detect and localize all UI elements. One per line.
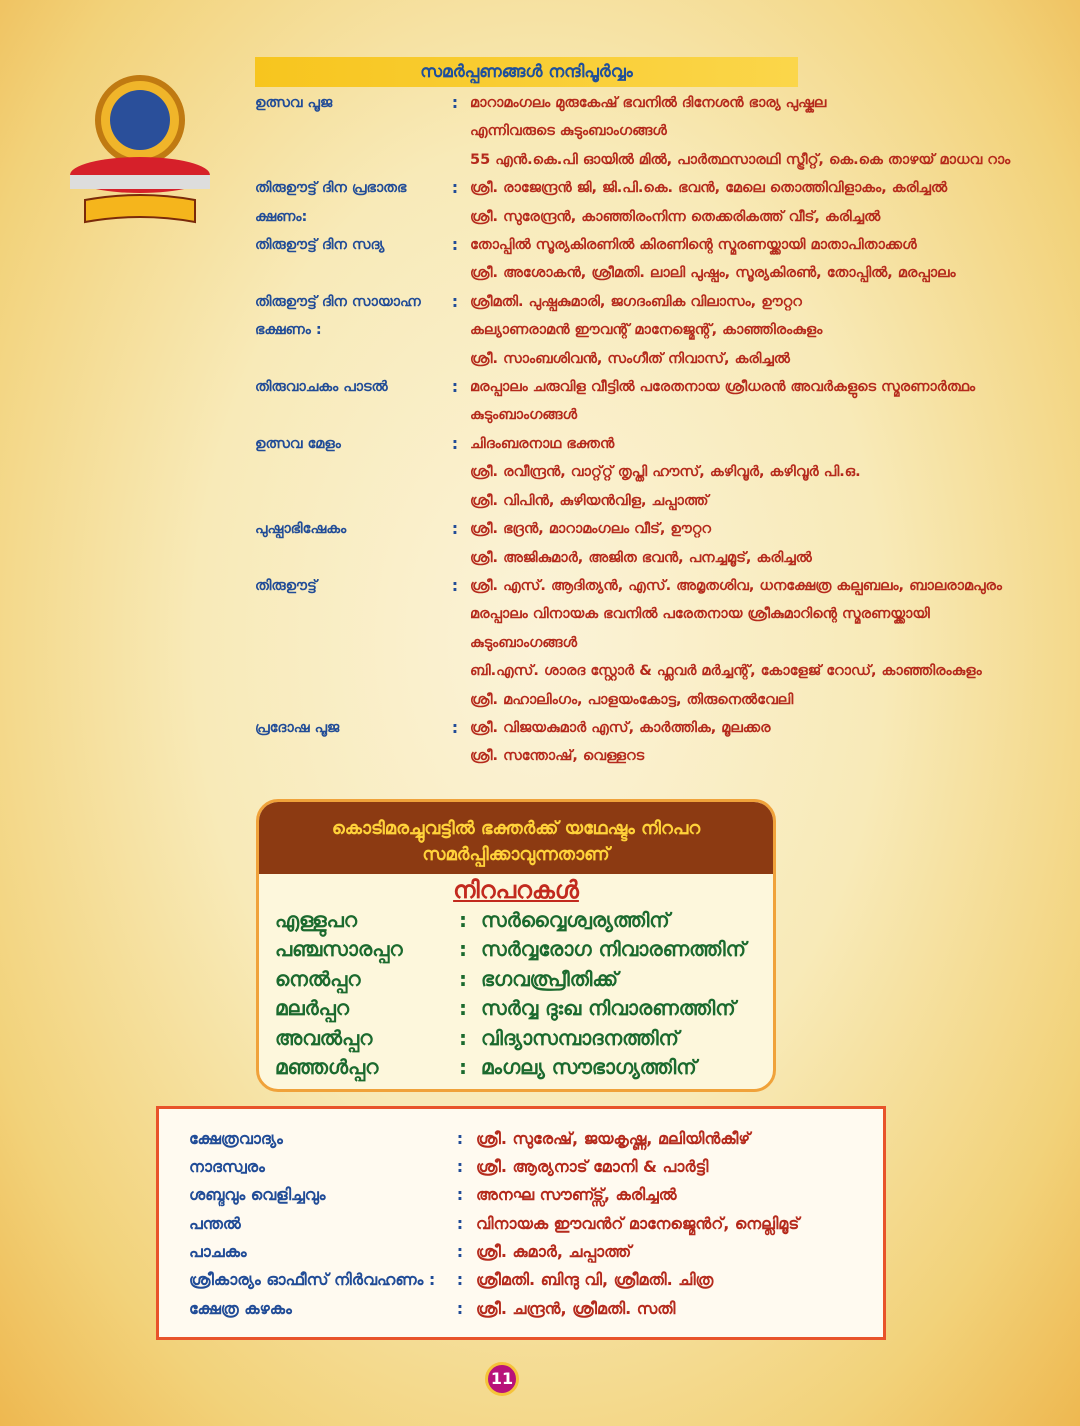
offering-row [255,288,1055,373]
nirapara-purpose: വിദ്യാസമ്പാദനത്തിന് [481,1025,679,1050]
nirapara-item [259,965,773,995]
offering-line: കുടുംബാംഗങ്ങൾ [470,634,578,651]
offering-line: ശ്രീ. രവീന്ദ്രൻ, വാറ്റ്റ്റ് തൃപ്തി ഹൗസ്, കഴിവൂർ, കഴിവൂർ പി.ഒ. [470,464,861,481]
services-list [189,1125,869,1323]
service-label: പാചകം [189,1241,247,1261]
services-box [156,1106,886,1340]
service-row [189,1153,869,1181]
offering-values [470,288,1055,373]
colon: : [451,93,459,112]
offering-line: മാറാമംഗലം മുരുകേഷ് ഭവനിൽ ദിനേശൻ ഭാര്യ പുഷ്കല [470,95,827,111]
offering-line: ശ്രീ. അജികുമാർ, അജിത ഭവൻ, പനച്ചമൂട്, കരിച്ചൽ [470,549,812,566]
colon: : [456,1298,464,1318]
nirapara-name: എള്ളുപറ [275,907,357,932]
temple-logo [45,50,245,230]
offering-label: തിരുഊട്ട് ദിന പ്രഭാതഭ ക്ഷണം: [255,180,407,225]
offering-label: തിരുഊട്ട് [255,577,317,594]
offering-values [470,89,1055,174]
colon: : [459,1055,467,1080]
colon: : [456,1213,464,1233]
offering-row [255,714,1055,771]
offering-line: മരപ്പാലം ചരുവിള വീട്ടിൽ പരേതനായ ശ്രീധരൻ അവർകളുടെ സ്മരണാർത്ഥം [470,379,976,396]
offering-label: തിരുവാചകം പാടൽ [255,379,388,396]
offering-label: പ്രദോഷ പൂജ [255,719,340,736]
page-number: 11 [485,1362,519,1396]
offering-line: 55 എൻ.കെ.പി ഓയിൽ മിൽ, പാർത്ഥസാരഥി സ്ട്രീറ്റ്, കെ.കെ താഴയ് മാധവ റാം [470,151,1011,168]
offering-line: ശ്രീ. രാജേന്ദ്രൻ ജി, ജി.പി.കെ. ഭവൻ, മേലെ തൊത്തിവിളാകം, കരിച്ചൽ [470,180,948,197]
offering-line: ശ്രീ. സാംബശിവൻ, സംഗീത് നിവാസ്, കരിച്ചൽ [470,350,790,367]
offering-line: ബി.എസ്. ശാരദ സ്റ്റോർ & ഫ്ലവർ മർച്ചന്റ്, കോളേജ് റോഡ്, കാഞ്ഞിരംകുളം [470,663,982,680]
nirapara-purpose: മംഗല്യ സൗഭാഗ്യത്തിന് [481,1055,697,1080]
service-label: ശബ്ദവും വെളിച്ചവും [189,1185,326,1205]
offering-line: കല്യാണരാമൻ ഈവന്റ് മാനേജ്മെന്റ്, കാഞ്ഞിരംകുളം [470,322,823,339]
colon: : [451,519,459,539]
offering-line: കുടുംബാംഗങ്ങൾ [470,407,578,424]
offering-line: ശ്രീ. വിപിൻ, കുഴിയൻവിള, ചപ്പാത്ത് [470,492,709,509]
offering-row [255,515,1055,572]
offering-row [255,231,1055,288]
service-value: ശ്രീമതി. ബിന്ദു വി, ശ്രീമതി. ചിത്ര [476,1270,714,1290]
offering-line: ശ്രീ. മഹാലിംഗം, പാളയംകോട്ട, തിരുനെൽവേലി [470,691,794,708]
offering-label: ഉത്സവ പൂജ [255,95,333,111]
offering-values [470,430,1055,515]
colon: : [451,291,459,311]
nirapara-purpose: സർവ്വരോഗ നിവാരണത്തിന് [481,937,746,962]
offering-line: ശ്രീ. സുരേന്ദ്രൻ, കാഞ്ഞിരംനിന്ന തെക്കരികത്ത് വീട്, കരിച്ചൽ [470,208,881,225]
colon: : [459,996,467,1021]
offering-line: ശ്രീ. സന്തോഷ്, വെള്ളറട [470,748,645,765]
offering-line: ശ്രീ. ഭദ്രൻ, മാറാമംഗലം വീട്, ഊറ്ററ [470,521,711,538]
nirapara-name: നെൽപ്പറ [275,966,361,991]
offering-values [470,373,1055,430]
offering-line: തോപ്പിൽ സൂര്യകിരണിൽ കിരണിന്റെ സ്മരണയ്ക്കായി മാതാപിതാക്കൾ [470,237,917,254]
nirapara-title: നിറപറകൾ [453,875,579,904]
colon: : [451,235,459,255]
service-value: വിനായക ഈവൻറ് മാനേജ്മെൻറ്, നെല്ലിമൂട് [476,1213,800,1233]
service-value: ശ്രീ. ആര്യനാട് മോനി & പാർട്ടി [476,1157,709,1177]
service-label: നാദസ്വരം [189,1157,265,1177]
offering-values [470,174,1055,231]
nirapara-item [259,994,773,1024]
offering-values [470,714,1055,771]
colon: : [456,1128,464,1148]
colon: : [456,1270,464,1290]
nirapara-name: മഞ്ഞൾപ്പറ [275,1055,379,1080]
nirapara-box [256,799,776,1092]
nirapara-purpose: ഭഗവത്പ്രീതിക്ക് [481,966,619,991]
colon: : [451,575,459,595]
service-row [189,1266,869,1294]
nirapara-item [259,1024,773,1054]
main-content [255,57,1055,771]
offering-label: ഉത്സവ മേളം [255,435,341,452]
nirapara-banner: കൊടിമരച്ചുവട്ടിൽ ഭക്തർക്ക് യഥേഷ്ടം നിറപറ സമർപ്പിക്കാവുന്നതാണ് [259,802,773,874]
offering-values [470,515,1055,572]
service-label: പന്തൽ [189,1213,241,1233]
service-row [189,1210,869,1238]
service-row [189,1181,869,1209]
offering-row [255,174,1055,231]
colon: : [456,1157,464,1177]
nirapara-name: പഞ്ചസാരപ്പറ [275,937,403,962]
colon: : [451,717,459,737]
colon: : [456,1185,464,1205]
nirapara-item [259,906,773,936]
offering-label: തിരുഊട്ട് ദിന സായാഹ്ന ഭക്ഷണം : [255,293,421,339]
offering-line: ശ്രീമതി. പുഷ്പകുമാരി, ജഗദംബിക വിലാസം, ഊറ്ററ [470,293,802,310]
nirapara-purpose: സർവ്വ ദുഃഖ നിവാരണത്തിന് [481,996,736,1021]
colon: : [459,907,467,932]
nirapara-list [259,906,773,1083]
service-value: അനഘ സൗണ്ട്സ്, കരിച്ചൽ [476,1185,677,1205]
service-row [189,1125,869,1153]
service-label: ശ്രീകാര്യം ഓഫീസ് നിർവഹണം : [189,1270,436,1290]
offering-line: ശ്രീ. എസ്. ആദിത്യൻ, എസ്. അമൃതശിവ, ധനക്ഷേത്ര കല്പബലം, ബാലരാമപുരം [470,577,1002,594]
colon: : [459,937,467,962]
colon: : [459,966,467,991]
colon: : [451,178,459,198]
nirapara-item [259,935,773,965]
nirapara-name: അവൽപ്പറ [275,1025,373,1050]
service-value: ശ്രീ. സുരേഷ്, ജയകൃഷ്ണ, മലിയിൻകീഴ് [476,1128,751,1148]
colon: : [451,377,459,397]
offering-row [255,373,1055,430]
offering-label: പുഷ്പാഭിഷേകം [255,521,347,538]
page-header: സമർപ്പണങ്ങൾ നന്ദിപൂർവ്വം [255,57,798,87]
nirapara-purpose: സർവ്വൈശ്വര്യത്തിന് [481,907,670,932]
offering-line: ചിദംബരനാഥ ഭക്തൻ [470,435,615,452]
offering-values [470,572,1055,714]
colon: : [451,433,459,453]
offerings-list [255,89,1055,771]
service-value: ശ്രീ. ചന്ദ്രൻ, ശ്രീമതി. സതി [476,1298,676,1318]
offering-values [470,231,1055,288]
offering-row [255,89,1055,174]
service-row [189,1295,869,1323]
nirapara-name: മലർപ്പറ [275,996,349,1021]
offering-line: ശ്രീ. അശോകൻ, ശ്രീമതി. ലാലി പുഷ്പം, സൂര്യകിരൺ, തോപ്പിൽ, മരപ്പാലം [470,265,956,282]
offering-line: എന്നിവരുടെ കുടുംബാംഗങ്ങൾ [470,123,667,140]
offering-row [255,572,1055,714]
offering-row [255,430,1055,515]
service-label: ക്ഷേത്ര കഴകം [189,1298,292,1318]
offering-line: ശ്രീ. വിജയകുമാർ എസ്, കാർത്തിക, മൂലക്കര [470,719,771,736]
colon: : [456,1241,464,1261]
offering-line: മരപ്പാലം വിനായക ഭവനിൽ പരേതനായ ശ്രീകുമാറിന്റെ സ്മരണയ്ക്കായി [470,606,930,623]
service-value: ശ്രീ. കുമാർ, ചപ്പാത്ത് [476,1241,632,1261]
colon: : [459,1025,467,1050]
service-row [189,1238,869,1266]
nirapara-item [259,1053,773,1083]
offering-label: തിരുഊട്ട് ദിന സദ്യ [255,237,385,254]
service-label: ക്ഷേത്രവാദ്യം [189,1128,283,1148]
